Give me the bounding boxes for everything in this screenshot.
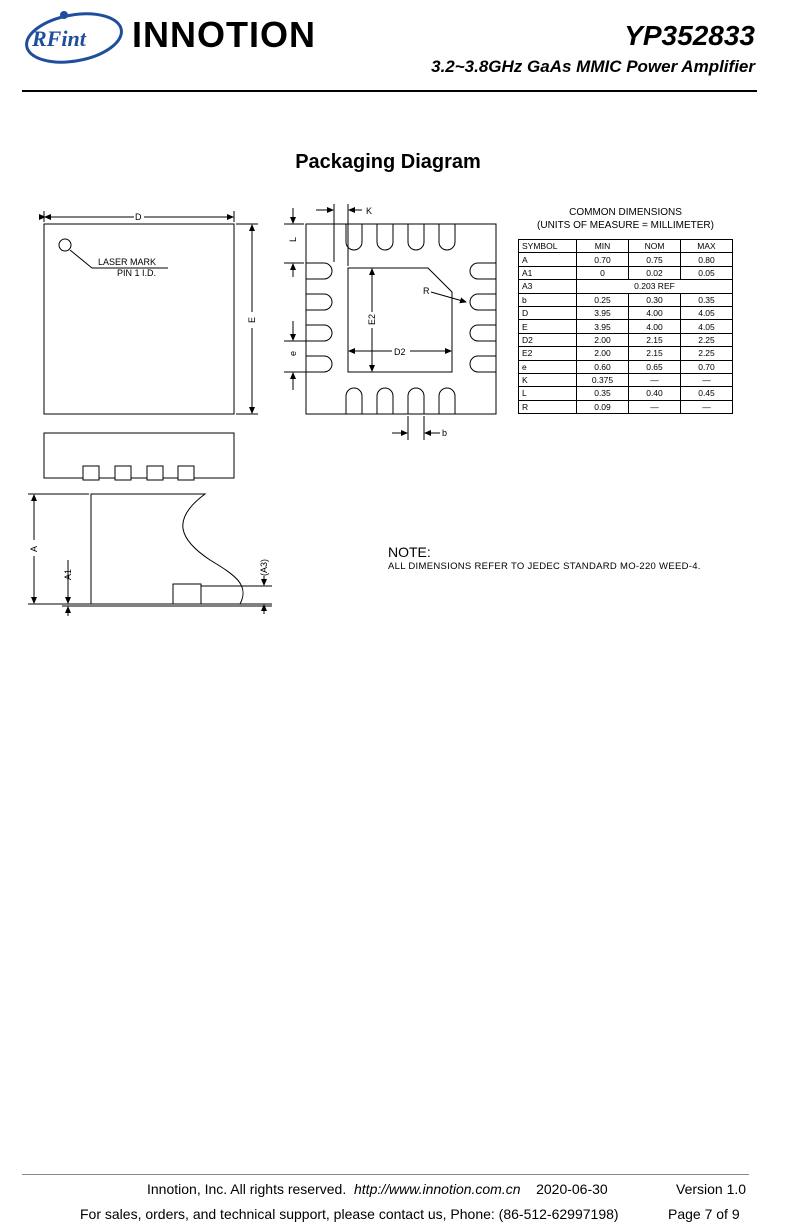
- dim-label-b: b: [442, 428, 448, 438]
- dim-label-E: E: [247, 316, 257, 323]
- footer-divider: [22, 1174, 749, 1175]
- dimensions-caption-title: COMMON DIMENSIONS: [569, 207, 682, 218]
- dim-label-L: L: [288, 236, 298, 242]
- cell-nom: 2.15: [629, 347, 681, 360]
- cell-min: 0.35: [577, 387, 629, 400]
- cell-ref: 0.203 REF: [577, 280, 733, 293]
- cell-nom: 4.00: [629, 306, 681, 319]
- cell-nom: 0.02: [629, 266, 681, 279]
- dim-label-K: K: [366, 206, 373, 216]
- cell-symbol: e: [519, 360, 577, 373]
- table-row: [519, 320, 733, 333]
- part-number: YP352833: [624, 20, 755, 51]
- cell-symbol: E2: [519, 347, 577, 360]
- pin1-id-label: PIN 1 I.D.: [117, 268, 157, 278]
- company-name: INNOTION: [132, 14, 316, 55]
- cell-max: 0.45: [681, 387, 733, 400]
- bottom-view: [284, 204, 496, 440]
- cell-max: 0.35: [681, 293, 733, 306]
- laser-mark-label: LASER MARK: [98, 257, 157, 267]
- dim-label-D2: D2: [394, 347, 406, 357]
- cell-min: 2.00: [577, 333, 629, 346]
- dim-label-E2: E2: [367, 313, 377, 325]
- cell-max: —: [681, 373, 733, 386]
- note-text: ALL DIMENSIONS REFER TO JEDEC STANDARD MO-220 WEED-4.: [388, 561, 701, 572]
- cell-symbol: A3: [519, 280, 577, 293]
- cell-symbol: D: [519, 306, 577, 319]
- cell-symbol: L: [519, 387, 577, 400]
- side-view: [44, 433, 234, 480]
- cell-symbol: A1: [519, 266, 577, 279]
- dim-label-A3: (A3): [259, 558, 269, 576]
- dim-label-A: A: [29, 545, 39, 552]
- cell-nom: 0.75: [629, 253, 681, 266]
- dim-label-R: R: [423, 286, 430, 296]
- table-row: [519, 266, 733, 279]
- cell-max: 2.25: [681, 347, 733, 360]
- cell-symbol: E: [519, 320, 577, 333]
- section-title: Packaging Diagram: [295, 151, 481, 173]
- table-row: [519, 400, 733, 413]
- dimensions-caption-units: (UNITS OF MEASURE = MILLIMETER): [537, 220, 714, 231]
- footer-page-number: Page 7 of 9: [668, 1206, 740, 1222]
- header-divider: [22, 90, 757, 92]
- cell-symbol: K: [519, 373, 577, 386]
- cell-min: 0.375: [577, 373, 629, 386]
- table-row: [519, 347, 733, 360]
- dim-label-A1: A1: [63, 568, 73, 580]
- cell-symbol: b: [519, 293, 577, 306]
- cell-max: 0.70: [681, 360, 733, 373]
- rfint-logo: [22, 8, 130, 70]
- cell-max: —: [681, 400, 733, 413]
- table-row: [519, 333, 733, 346]
- product-subtitle: 3.2~3.8GHz GaAs MMIC Power Amplifier: [431, 57, 755, 76]
- cell-min: 0.70: [577, 253, 629, 266]
- cell-min: 0: [577, 266, 629, 279]
- cell-nom: 4.00: [629, 320, 681, 333]
- cell-max: 2.25: [681, 333, 733, 346]
- table-header-row: [519, 240, 733, 253]
- column-header: SYMBOL: [519, 240, 577, 253]
- footer-date: 2020-06-30: [536, 1181, 608, 1197]
- dimensions-caption: [518, 206, 733, 232]
- dim-label-e: e: [288, 350, 298, 356]
- cell-symbol: D2: [519, 333, 577, 346]
- cell-min: 2.00: [577, 347, 629, 360]
- column-header: MAX: [681, 240, 733, 253]
- cell-max: 4.05: [681, 306, 733, 319]
- column-header: NOM: [629, 240, 681, 253]
- cell-min: 3.95: [577, 320, 629, 333]
- table-row: [519, 387, 733, 400]
- logo-dot-icon: [60, 11, 68, 19]
- table-row: [519, 253, 733, 266]
- footer-copyright: Innotion, Inc. All rights reserved.: [147, 1181, 347, 1197]
- table-row: [519, 293, 733, 306]
- table-row: [519, 306, 733, 319]
- cell-symbol: A: [519, 253, 577, 266]
- cell-nom: —: [629, 400, 681, 413]
- dim-label-D: D: [135, 212, 142, 222]
- cell-symbol: R: [519, 400, 577, 413]
- cell-min: 0.09: [577, 400, 629, 413]
- dimensions-table: [518, 239, 733, 414]
- cell-min: 0.25: [577, 293, 629, 306]
- note-title: NOTE:: [388, 544, 431, 560]
- cell-min: 0.60: [577, 360, 629, 373]
- cell-max: 0.05: [681, 266, 733, 279]
- footer-url-link[interactable]: http://www.innotion.com.cn: [354, 1181, 521, 1197]
- detail-view: [28, 494, 272, 616]
- footer-version: Version 1.0: [676, 1181, 747, 1197]
- footer-contact: For sales, orders, and technical support, please contact us, Phone: (86-512-62997198): [80, 1206, 619, 1222]
- table-row: [519, 280, 733, 293]
- footer-copyright-line: [147, 1181, 608, 1197]
- table-row: [519, 360, 733, 373]
- cell-nom: 0.65: [629, 360, 681, 373]
- cell-max: 0.80: [681, 253, 733, 266]
- cell-nom: 0.30: [629, 293, 681, 306]
- table-row: [519, 373, 733, 386]
- cell-min: 3.95: [577, 306, 629, 319]
- cell-max: 4.05: [681, 320, 733, 333]
- cell-nom: —: [629, 373, 681, 386]
- logo-text: RFint: [32, 26, 86, 51]
- cell-nom: 0.40: [629, 387, 681, 400]
- cell-nom: 2.15: [629, 333, 681, 346]
- column-header: MIN: [577, 240, 629, 253]
- pin1-marker-icon: [59, 239, 71, 251]
- top-view: [44, 211, 258, 414]
